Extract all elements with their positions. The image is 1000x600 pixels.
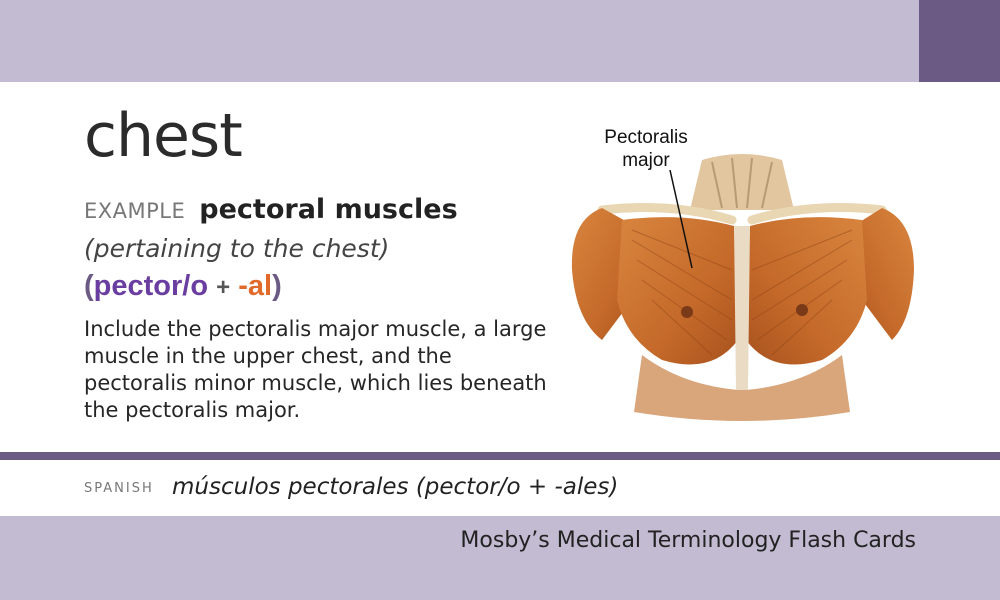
sternum — [734, 226, 750, 390]
illustration-label-line2: major — [622, 150, 670, 171]
word-root: pector/o — [93, 270, 209, 302]
spanish-label: SPANISH — [84, 481, 154, 496]
example-line — [84, 196, 458, 223]
card-term: chest — [84, 101, 242, 171]
left-pectoralis — [617, 217, 738, 364]
illustration-label-line1: Pectoralis — [604, 127, 688, 148]
word-parts — [84, 272, 282, 301]
section-divider — [0, 452, 1000, 460]
word-parts-close-paren: ) — [272, 270, 282, 302]
word-parts-plus: + — [216, 274, 231, 301]
example-meaning: (pertaining to the chest) — [84, 234, 390, 263]
spanish-translation: músculos pectorales (pector/o + -ales) — [172, 474, 619, 500]
word-parts-open-paren: ( — [84, 270, 94, 302]
example-label: EXAMPLE — [84, 199, 186, 223]
definition-text: Include the pectoralis major muscle, a large muscle in the upper chest, and the pectoralis minor muscle, which lies beneath the pectoralis major. — [84, 317, 547, 422]
example-word: pectoral muscles — [199, 194, 458, 225]
word-suffix: -al — [238, 270, 273, 302]
right-pectoralis — [746, 217, 867, 364]
left-nipple — [681, 306, 693, 318]
footer-title: Mosby’s Medical Terminology Flash Cards — [460, 528, 916, 553]
neck-shape — [690, 154, 794, 210]
top-band — [0, 0, 1000, 82]
top-corner-block — [919, 0, 1000, 82]
right-nipple — [796, 304, 808, 316]
chest-muscles-illustration — [562, 150, 922, 425]
